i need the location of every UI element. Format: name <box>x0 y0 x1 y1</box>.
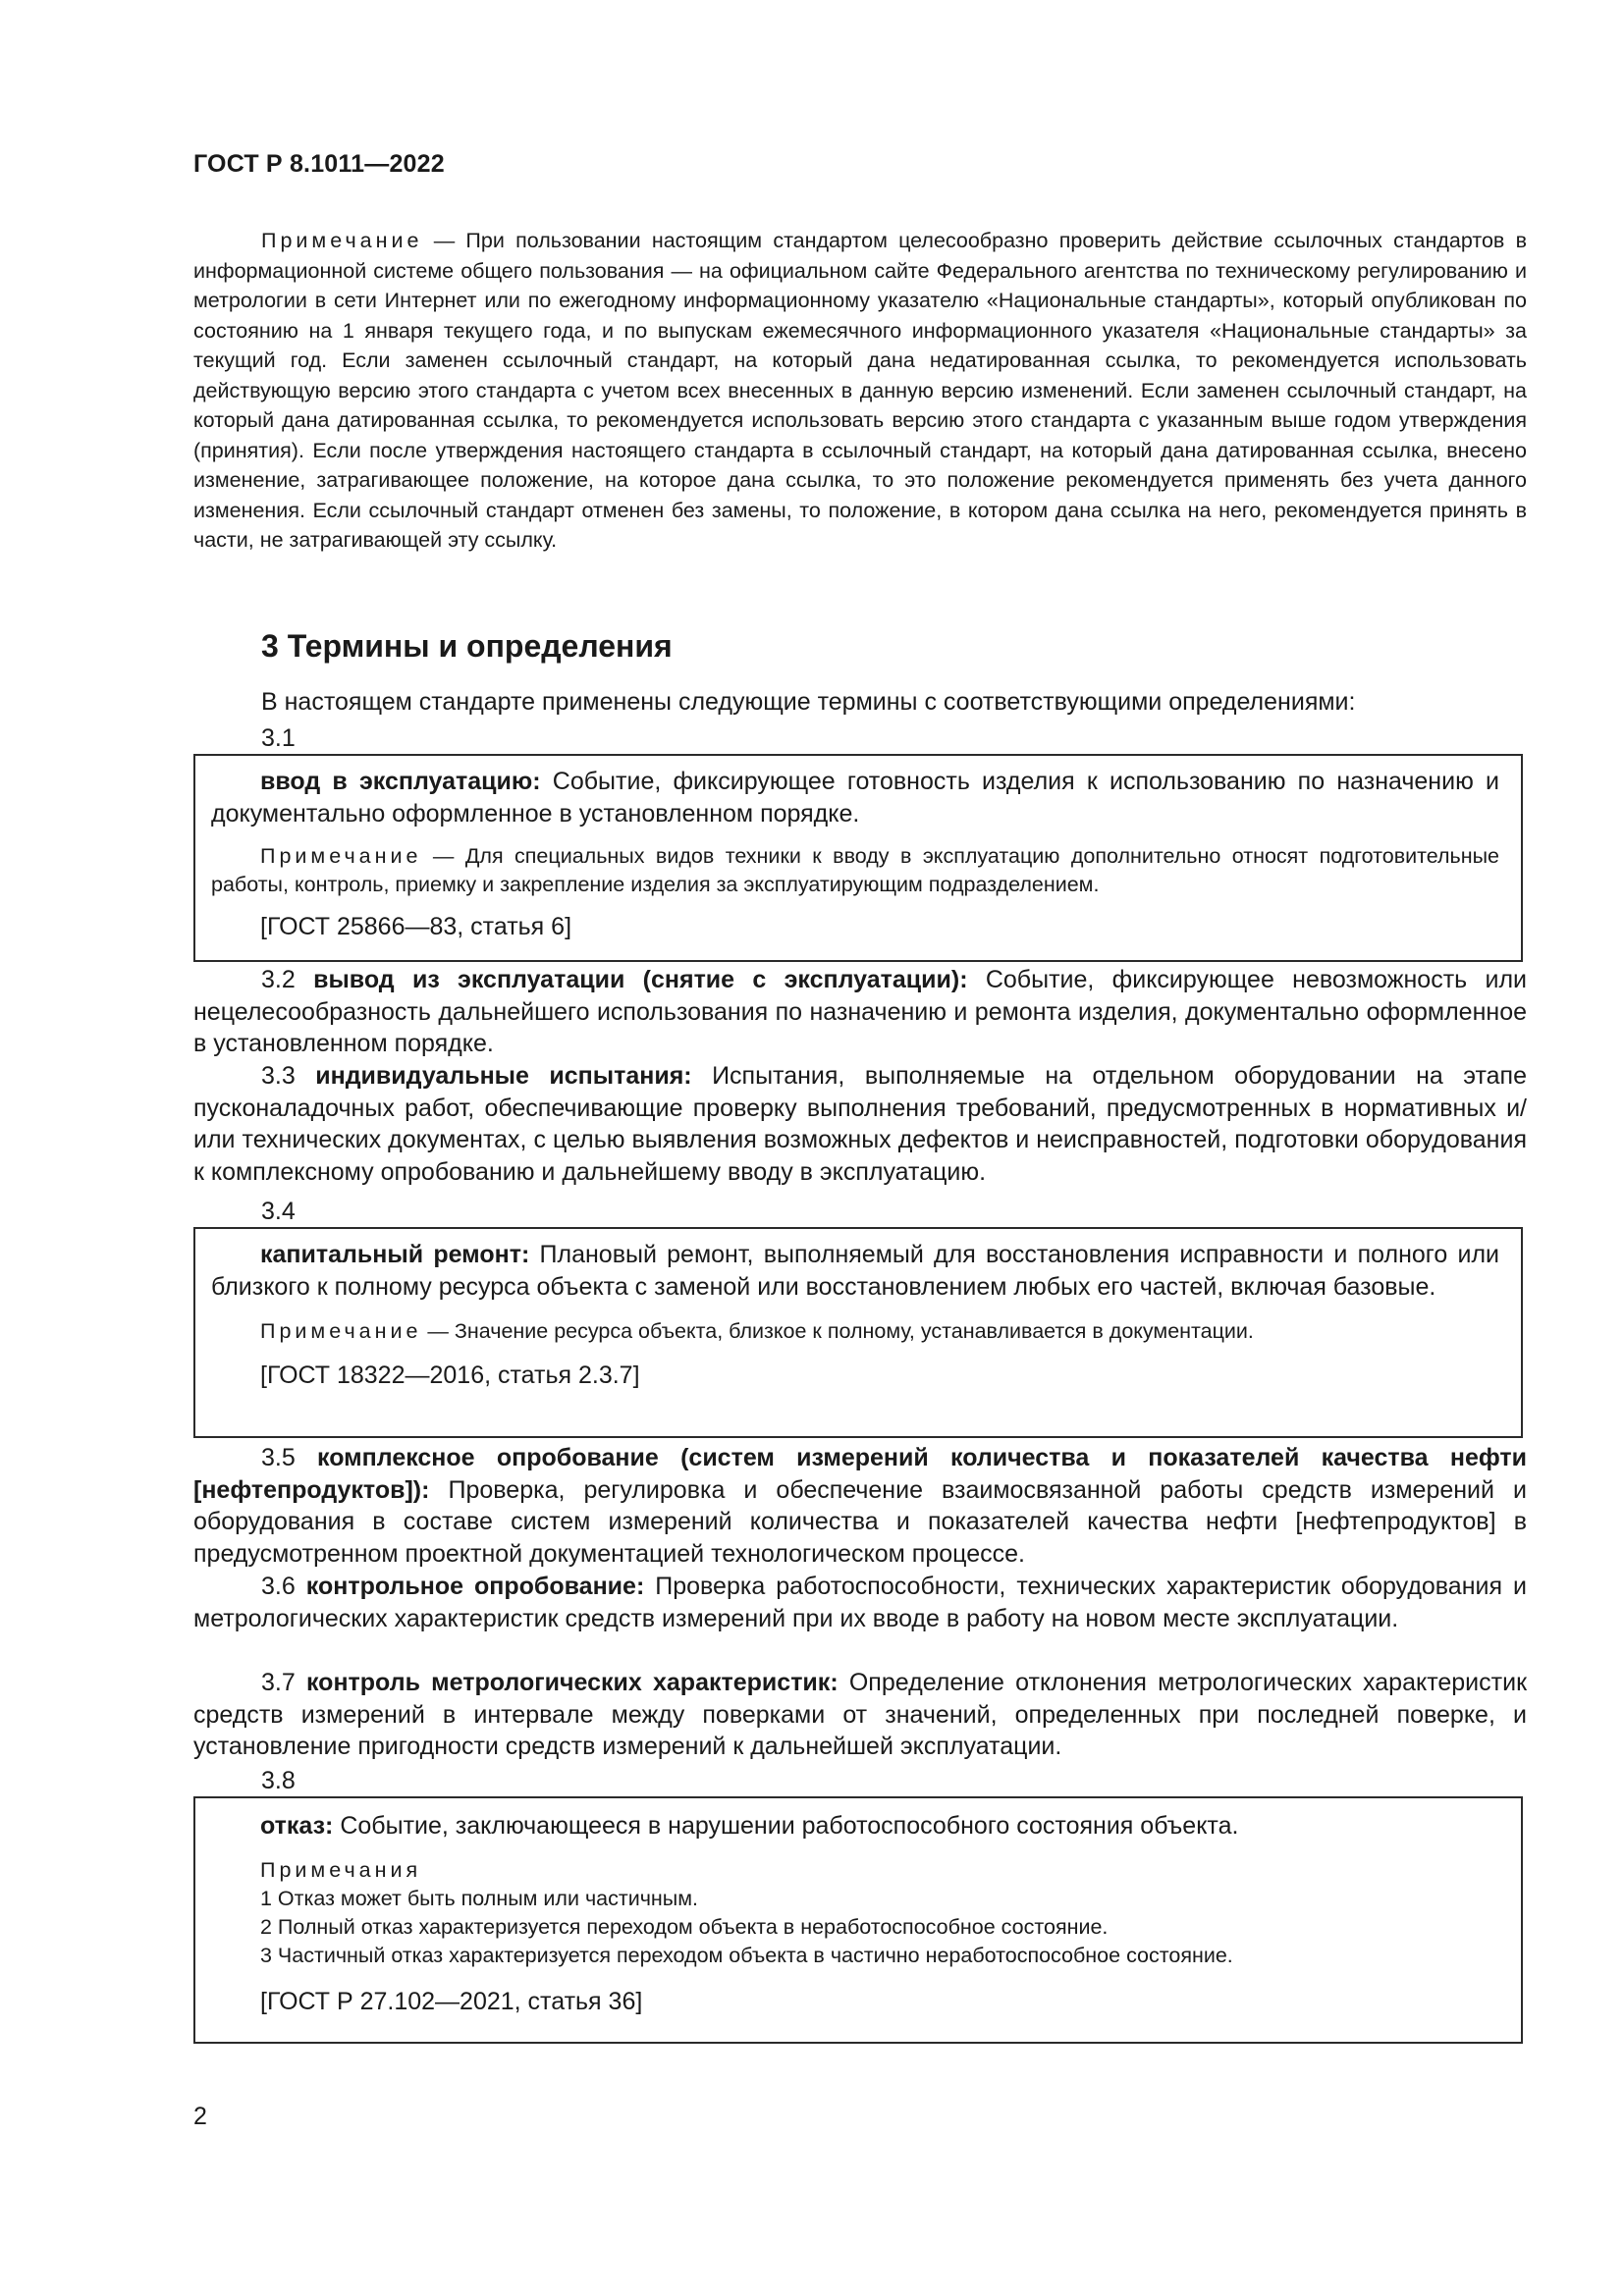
term-definition: капитальный ремонт: Плановый ремонт, выполняемый для восстановления исправности и полного или близкого к полному ресурса объекта с заменой или восстановлением любых его частей, включая базовые. <box>211 1241 1500 1301</box>
term-note: Примечание — Для специальных видов техники к вводу в эксплуатацию дополнительно относят подготовительные работы, контроль, приемку и закрепление изделия за эксплуатирующим подразделением. <box>211 844 1499 896</box>
term-number: 3.4 <box>261 1198 296 1225</box>
term-name: вывод из эксплуатации (снятие с эксплуатации): <box>313 966 968 993</box>
term-paragraph-3-3: 3.3 индивидуальные испытания: Испытания, выполняемые на отдельном оборудовании на этапе пусконаладочных работ, обеспечивающие проверку выполнения требований, предусмотренных в нормативных и/или технических документах, с целью выявления возможных дефектов и неисправностей, подготовки оборудования к комплексному опробованию и дальнейшему вводу в эксплуатацию. <box>193 1062 1527 1186</box>
note-item: 3 Частичный отказ характеризуется переходом объекта в частично неработоспособное состояние. <box>260 1944 1233 1967</box>
term-paragraph-3-2: 3.2 вывод из эксплуатации (снятие с эксплуатации): Событие, фиксирующее невозможность или нецелесообразность дальнейшего использования по назначению и ремонта изделия, документально оформленное в установленном порядке. <box>193 966 1527 1057</box>
document-code-header: ГОСТ Р 8.1011—2022 <box>193 150 445 178</box>
term-name: капитальный ремонт: <box>260 1241 530 1268</box>
term-name: контрольное опробование: <box>305 1573 645 1600</box>
note-item: 2 Полный отказ характеризуется переходом объекта в неработоспособное состояние. <box>260 1915 1109 1939</box>
term-notes <box>195 1856 1521 1970</box>
notes-label: Примечания <box>260 1858 422 1882</box>
section-heading: 3 Термины и определения <box>261 628 673 664</box>
term-name: комплексное опробование (систем измерений количества и показателей качества нефти [нефтепродуктов]): <box>193 1444 1528 1504</box>
term-definition: ввод в эксплуатацию: Событие, фиксирующее готовность изделия к использованию по назначению и документально оформленное в установленном порядке. <box>211 768 1499 828</box>
term-number: 3.8 <box>261 1767 296 1794</box>
term-name: отказ: <box>260 1812 334 1840</box>
term-note: Примечание — Значение ресурса объекта, близкое к полному, устанавливается в документации. <box>260 1319 1254 1343</box>
note-label: Примечание <box>261 229 423 252</box>
term-name: контроль метрологических характеристик: <box>305 1669 839 1696</box>
reference-note <box>193 226 1527 556</box>
term-box-3-8 <box>193 1796 1523 2044</box>
term-paragraph-3-7: 3.7 контроль метрологических характеристик: Определение отклонения метрологических характеристик средств измерений в интервале между поверками от значений, определенных при последней поверке, и установление пригодности средств измерений к дальнейшей эксплуатации. <box>193 1669 1528 1760</box>
term-box-3-1 <box>193 754 1523 962</box>
term-source: [ГОСТ 25866—83, статья 6] <box>260 913 572 940</box>
section-intro: В настоящем стандарте применены следующие термины с соответствующими определениями: <box>261 688 1356 716</box>
note-item: 1 Отказ может быть полным или частичным. <box>260 1887 698 1910</box>
term-number: 3.1 <box>261 724 296 752</box>
term-name: индивидуальные испытания: <box>315 1062 692 1090</box>
term-source: [ГОСТ 18322—2016, статья 2.3.7] <box>260 1362 640 1389</box>
term-definition: отказ: Событие, заключающееся в нарушении работоспособного состояния объекта. <box>260 1812 1239 1840</box>
term-paragraph-3-6: 3.6 контрольное опробование: Проверка работоспособности, технических характеристик оборудования и метрологических характеристик средств измерений при их вводе в работу на новом месте эксплуатации. <box>193 1573 1527 1632</box>
term-name: ввод в эксплуатацию: <box>260 768 541 795</box>
term-paragraph-3-5: 3.5 комплексное опробование (систем измерений количества и показателей качества нефти [нефтепродуктов]): Проверка, регулировка и обеспечение взаимосвязанной работы средств измерений и оборудования в составе систем измерений количества и показателей качества нефти [нефтепродуктов] в предусмотренном проектной документацией технологическом процессе. <box>193 1444 1528 1568</box>
term-box-3-4 <box>193 1227 1523 1438</box>
note-text: — При пользовании настоящим стандартом целесообразно проверить действие ссылочных стандартов в информационной системе общего пользования — на официальном сайте Федерального агентства по техническому регулированию и метрологии в сети Интернет или по ежегодному информационному указателю «Национальные стандарты», который опубликован по состоянию на 1 января текущего года, и по выпускам ежемесячного информационного указателя «Национальные стандарты» за текущий год. Если заменен ссылочный стандарт, на который дана недатированная ссылка, то рекомендуется использовать действующую версию этого стандарта с учетом всех внесенных в данную версию изменений. Если заменен ссылочный стандарт, на который дана датированная ссылка, то рекомендуется использовать версию этого стандарта с указанным выше годом утверждения (принятия). Если после утверждения настоящего стандарта в ссылочный стандарт, на который дана датированная ссылка, внесено изменение, затрагивающее положение, на которое дана ссылка, то это положение рекомендуется применять без учета данного изменения. Если ссылочный стандарт отменен без замены, то положение, в котором дана ссылка на него, рекомендуется принять в части, не затрагивающей эту ссылку. <box>193 229 1527 552</box>
page-number: 2 <box>193 2103 207 2130</box>
term-source: [ГОСТ Р 27.102—2021, статья 36] <box>260 1988 643 2015</box>
